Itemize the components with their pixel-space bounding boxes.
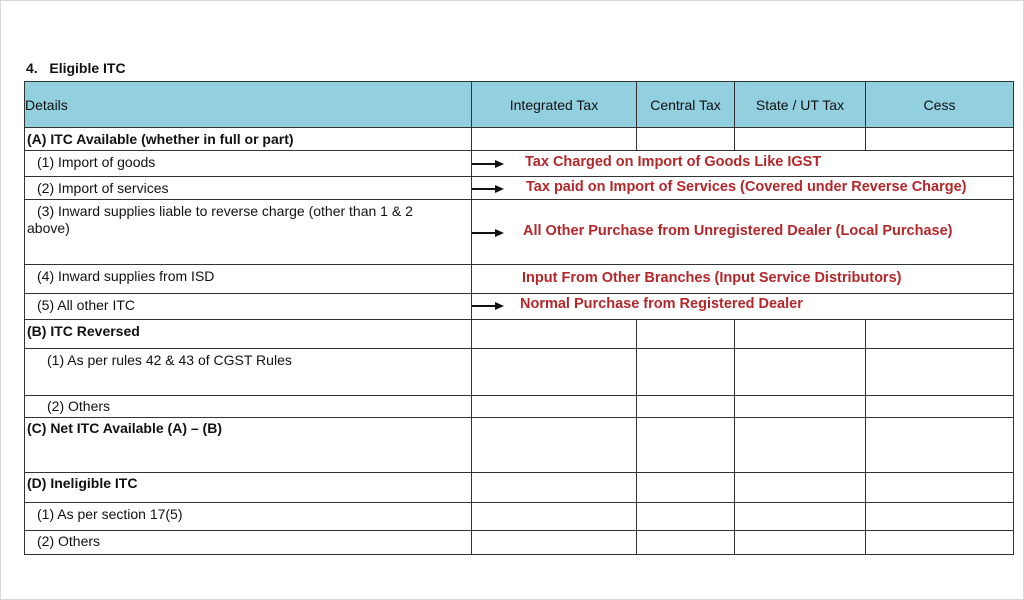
state-ut-tax-cell (735, 396, 866, 418)
column-header-central-tax: Central Tax (637, 82, 735, 128)
table-row (25, 503, 1014, 531)
table-row (25, 418, 1014, 473)
row-label-cell (25, 177, 472, 200)
section-b-label: (B) ITC Reversed (27, 323, 140, 339)
annotation-a4: Input From Other Branches (Input Service Distributors) (522, 270, 902, 286)
section-d-label: (D) Ineligible ITC (27, 475, 138, 491)
state-ut-tax-cell (735, 349, 866, 396)
central-tax-cell (637, 320, 735, 349)
row-a3-label-line1: (3) Inward supplies liable to reverse charge (other than 1 & 2 (37, 203, 413, 219)
section-c-label: (C) Net ITC Available (A) – (B) (27, 420, 222, 436)
state-ut-tax-cell (735, 503, 866, 531)
column-header-cess: Cess (866, 82, 1014, 128)
table-row (25, 396, 1014, 418)
arrow-right-icon (472, 185, 505, 193)
central-tax-cell (637, 473, 735, 503)
row-label-cell (25, 265, 472, 294)
annotation-cell (472, 151, 1014, 177)
annotation-cell (472, 265, 1014, 294)
row-b1-label: (1) As per rules 42 & 43 of CGST Rules (47, 352, 292, 368)
table-row (25, 320, 1014, 349)
cess-cell (866, 531, 1014, 555)
table-row (25, 531, 1014, 555)
integrated-tax-cell (472, 418, 637, 473)
section-title: Eligible ITC (49, 60, 126, 76)
cess-cell (866, 320, 1014, 349)
section-number: 4. (26, 60, 38, 76)
annotation-a1: Tax Charged on Import of Goods Like IGST (525, 154, 822, 170)
row-d1-label: (1) As per section 17(5) (37, 506, 183, 522)
row-label-cell (25, 396, 472, 418)
central-tax-cell (637, 396, 735, 418)
integrated-tax-cell (472, 531, 637, 555)
row-d2-label: (2) Others (37, 533, 101, 549)
cess-cell (866, 396, 1014, 418)
row-label-cell (25, 200, 472, 265)
row-label-cell (25, 320, 472, 349)
section-heading (26, 60, 126, 76)
row-label-cell (25, 531, 472, 555)
state-ut-tax-cell (735, 320, 866, 349)
central-tax-cell (637, 503, 735, 531)
integrated-tax-cell (472, 503, 637, 531)
row-a3-label (25, 200, 471, 237)
eligible-itc-table (24, 81, 1014, 555)
integrated-tax-cell (472, 473, 637, 503)
table-row (25, 128, 1014, 151)
arrow-right-icon (472, 229, 505, 237)
integrated-tax-cell (472, 396, 637, 418)
annotation-a3: All Other Purchase from Unregistered Dealer (Local Purchase) (523, 223, 953, 239)
annotation-cell (472, 200, 1014, 265)
annotation-a5: Normal Purchase from Registered Dealer (520, 296, 803, 312)
row-a1-label: (1) Import of goods (37, 154, 156, 170)
table-row (25, 177, 1014, 200)
row-label-cell (25, 418, 472, 473)
integrated-tax-cell (472, 320, 637, 349)
central-tax-cell (637, 531, 735, 555)
cess-cell (866, 473, 1014, 503)
table-header-row (25, 82, 1014, 128)
state-ut-tax-cell (735, 531, 866, 555)
cess-cell (866, 503, 1014, 531)
row-label-cell (25, 128, 472, 151)
state-ut-tax-cell (735, 473, 866, 503)
row-a5-label: (5) All other ITC (37, 297, 136, 313)
arrow-right-icon (472, 302, 505, 310)
table-row (25, 473, 1014, 503)
cess-cell (866, 128, 1014, 151)
row-a4-label: (4) Inward supplies from ISD (37, 268, 215, 284)
central-tax-cell (637, 418, 735, 473)
row-label-cell (25, 503, 472, 531)
table-row (25, 265, 1014, 294)
integrated-tax-cell (472, 128, 637, 151)
column-header-state-ut-tax: State / UT Tax (735, 82, 866, 128)
cess-cell (866, 418, 1014, 473)
table-row (25, 200, 1014, 265)
table-row (25, 151, 1014, 177)
central-tax-cell (637, 128, 735, 151)
section-a-label: (A) ITC Available (whether in full or part) (27, 131, 294, 147)
state-ut-tax-cell (735, 418, 866, 473)
annotation-cell (472, 177, 1014, 200)
cess-cell (866, 349, 1014, 396)
arrow-right-icon (472, 160, 505, 168)
row-a2-label: (2) Import of services (37, 180, 169, 196)
row-a3-label-line2: above) (27, 220, 70, 236)
annotation-cell (472, 294, 1014, 320)
column-header-details: Details (25, 82, 472, 128)
row-label-cell (25, 294, 472, 320)
row-label-cell (25, 151, 472, 177)
central-tax-cell (637, 349, 735, 396)
column-header-integrated-tax: Integrated Tax (472, 82, 637, 128)
table-row (25, 349, 1014, 396)
integrated-tax-cell (472, 349, 637, 396)
row-label-cell (25, 473, 472, 503)
row-b2-label: (2) Others (47, 398, 111, 414)
annotation-a2: Tax paid on Import of Services (Covered under Reverse Charge) (526, 179, 967, 195)
table-row (25, 294, 1014, 320)
state-ut-tax-cell (735, 128, 866, 151)
row-label-cell (25, 349, 472, 396)
